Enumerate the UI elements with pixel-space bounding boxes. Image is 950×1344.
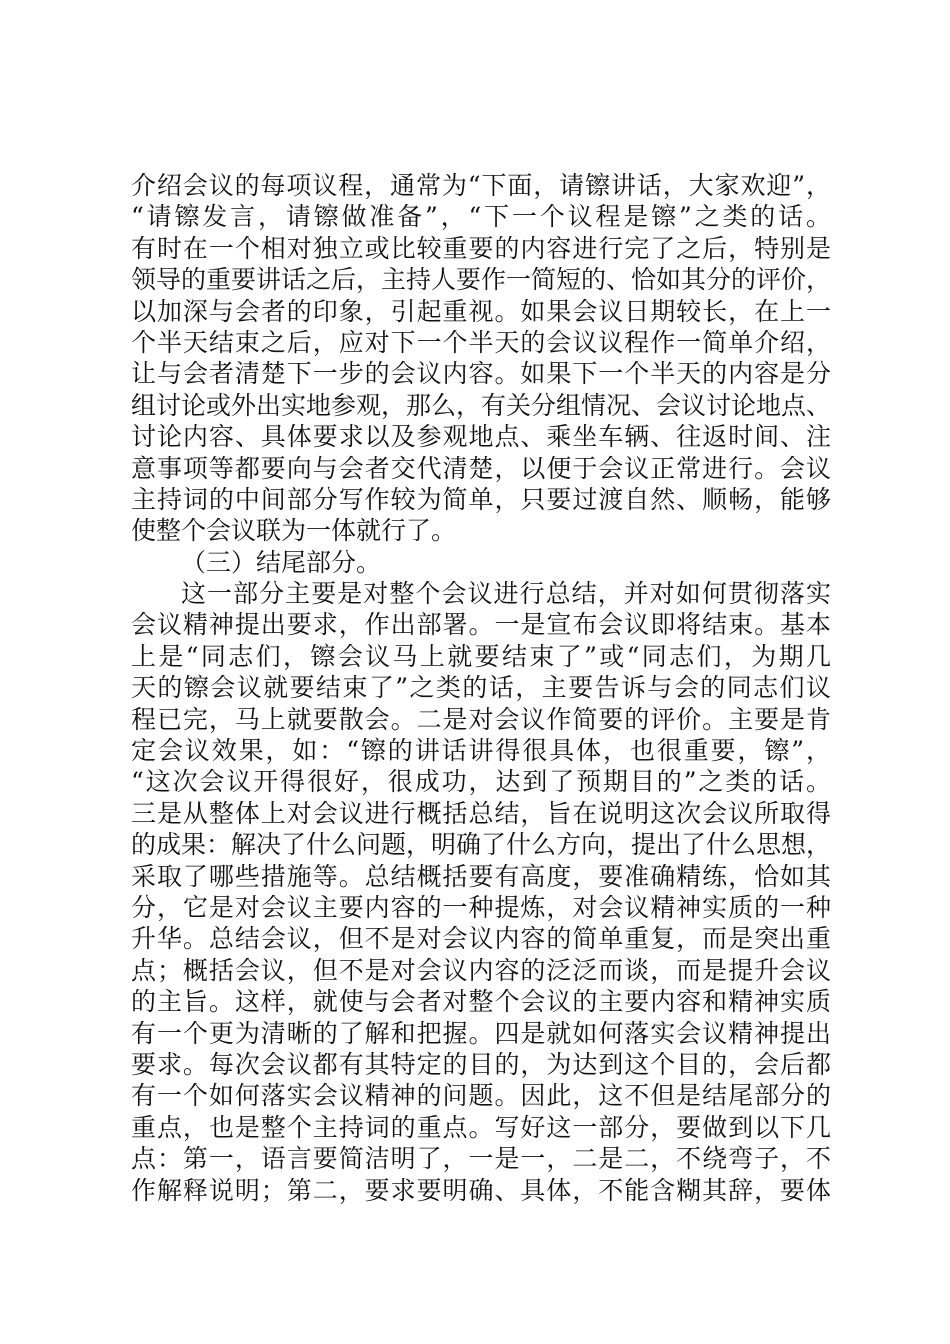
text-line: 组讨论或外出实地参观，那么，有关分组情况、会议讨论地点、	[131, 390, 832, 420]
paragraph-first-line: 这一部分主要是对整个会议进行总结，并对如何贯彻落实	[181, 579, 831, 609]
text-line: 以加深与会者的印象，引起重视。如果会议日期较长，在上一	[131, 296, 831, 326]
text-line: 主持词的中间部分写作较为简单，只要过渡自然、顺畅，能够	[131, 484, 831, 514]
text-line: 点：第一，语言要简洁明了，一是一，二是二，不绕弯子，不	[131, 1144, 831, 1174]
text-line: 天的镲会议就要结束了”之类的话，主要告诉与会的同志们议	[131, 673, 831, 703]
text-line: 会议精神提出要求，作出部署。一是宣布会议即将结束。基本	[131, 610, 831, 640]
text-line: 作解释说明；第二，要求要明确、具体，不能含糊其辞，要体	[131, 1175, 831, 1205]
text-line: 的主旨。这样，就使与会者对整个会议的主要内容和精神实质	[131, 987, 831, 1017]
text-line: 意事项等都要向与会者交代清楚，以便于会议正常进行。会议	[131, 453, 831, 483]
text-line: 介绍会议的每项议程，通常为“下面，请镲讲话，大家欢迎”，	[131, 171, 831, 200]
text-line: 要求。每次会议都有其特定的目的，为达到这个目的，会后都	[131, 1049, 831, 1079]
text-line: 有一个更为清晰的了解和把握。四是就如何落实会议精神提出	[131, 1018, 831, 1048]
text-line: 使整个会议联为一体就行了。	[131, 516, 457, 546]
text-line: 有时在一个相对独立或比较重要的内容进行完了之后，特别是	[131, 233, 831, 263]
text-line: “这次会议开得很好，很成功，达到了预期目的”之类的话。	[131, 767, 831, 797]
text-line: 点；概括会议，但不是对会议内容的泛泛而谈，而是提升会议	[131, 955, 831, 985]
text-line: 让与会者清楚下一步的会议内容。如果下一个半天的内容是分	[131, 359, 831, 389]
text-line: 的成果：解决了什么问题，明确了什么方向，提出了什么思想，	[131, 830, 832, 860]
text-line: “请镲发言，请镲做准备”，“下一个议程是镲”之类的话。	[131, 202, 831, 232]
text-line: 采取了哪些措施等。总结概括要有高度，要准确精练，恰如其	[131, 861, 831, 891]
text-line: 升华。总结会议，但不是对会议内容的简单重复，而是突出重	[131, 924, 831, 954]
text-line: 有一个如何落实会议精神的问题。因此，这不但是结尾部分的	[131, 1081, 831, 1111]
section-heading: （三）结尾部分。	[181, 547, 382, 577]
text-line: 分，它是对会议主要内容的一种提炼，对会议精神实质的一种	[131, 892, 831, 922]
text-line: 定会议效果，如：“镲的讲话讲得很具体，也很重要，镲”，	[131, 736, 831, 766]
text-line: 程已完，马上就要散会。二是对会议作简要的评价。主要是肯	[131, 704, 831, 734]
text-line: 领导的重要讲话之后，主持人要作一简短的、恰如其分的评价，	[131, 265, 832, 295]
text-line: 重点，也是整个主持词的重点。写好这一部分，要做到以下几	[131, 1112, 831, 1142]
text-line: 讨论内容、具体要求以及参观地点、乘坐车辆、往返时间、注	[131, 422, 831, 452]
body-text	[131, 170, 831, 1206]
text-line: 个半天结束之后，应对下一个半天的会议议程作一简单介绍，	[131, 327, 831, 357]
text-line: 上是“同志们，镲会议马上就要结束了”或“同志们，为期几	[131, 641, 831, 671]
text-line: 三是从整体上对会议进行概括总结，旨在说明这次会议所取得	[131, 798, 831, 828]
